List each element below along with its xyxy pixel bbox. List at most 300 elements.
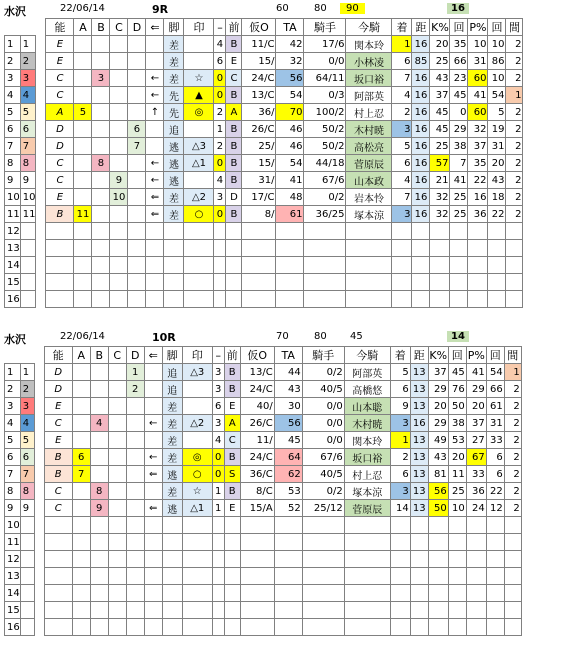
p-percent-cell: 32	[468, 121, 488, 138]
current-jockey-cell	[346, 257, 392, 274]
previous-grade-cell: B	[224, 449, 240, 466]
column-header: 回	[448, 347, 466, 364]
distance-cell	[412, 223, 430, 240]
current-jockey-cell	[344, 602, 390, 619]
minus-col-cell: 4	[212, 432, 224, 449]
k-count-cell	[448, 602, 466, 619]
col-a-cell	[72, 381, 90, 398]
ta-value-cell: 64	[274, 449, 302, 466]
col-c-cell	[110, 87, 128, 104]
finish-cell	[392, 223, 412, 240]
row-index-cell: 10	[5, 189, 21, 206]
prediction-mark-cell: △3	[184, 138, 214, 155]
running-style-cell	[162, 602, 182, 619]
col-c-cell	[110, 138, 128, 155]
col-b-cell	[92, 291, 110, 308]
p-percent-cell: 60	[468, 70, 488, 87]
distance-cell: 16	[412, 121, 430, 138]
arrow-cell: ⇐	[146, 206, 164, 223]
previous-grade-cell	[226, 291, 242, 308]
column-header: K%	[429, 348, 448, 362]
arrow-cell	[144, 381, 162, 398]
finish-cell: 6	[392, 155, 412, 172]
minus-col-cell: 1	[214, 121, 226, 138]
jockey-stat-cell: 36/25	[304, 206, 346, 223]
p-count-cell: 61	[486, 398, 504, 415]
interval-cell: 2	[506, 104, 523, 121]
prediction-mark-cell: △2	[182, 415, 212, 432]
race-date: 22/06/14	[60, 3, 105, 14]
previous-grade-cell: B	[224, 364, 240, 381]
ta-value-cell	[276, 291, 304, 308]
k-count-cell: 41	[450, 172, 468, 189]
minus-col-cell	[212, 534, 224, 551]
distance-cell: 85	[412, 53, 430, 70]
spacer-cell	[36, 53, 46, 70]
p-percent-cell: 36	[468, 206, 488, 223]
ta-value-cell: 45	[274, 432, 302, 449]
distance-cell: 13	[410, 449, 428, 466]
ta-value-cell: 42	[276, 36, 304, 53]
finish-cell: 3	[392, 121, 412, 138]
current-jockey-cell: 菅原辰	[346, 155, 392, 172]
finish-cell: 3	[392, 206, 412, 223]
p-count-cell: 5	[488, 104, 506, 121]
running-style-cell	[164, 223, 184, 240]
previous-grade-cell: B	[226, 206, 242, 223]
race-number: 9R	[152, 3, 169, 16]
table-row	[5, 517, 522, 534]
ta-value-cell	[274, 619, 302, 636]
col-d-cell	[128, 104, 146, 121]
table-row	[5, 104, 523, 121]
row-index-cell: 16	[5, 291, 21, 308]
p-count-cell: 10	[488, 70, 506, 87]
previous-grade-cell: B	[226, 138, 242, 155]
horse-number-cell: 3	[20, 70, 36, 87]
ability-grade-cell: C	[46, 155, 74, 172]
table-row	[5, 500, 522, 517]
arrow-cell: ↑	[146, 104, 164, 121]
distance-cell	[410, 517, 428, 534]
kari-o-cell: 8/C	[240, 483, 274, 500]
column-header: TA	[276, 19, 304, 36]
running-style-cell	[164, 240, 184, 257]
spacer-cell	[36, 70, 46, 87]
col-c-cell: 9	[110, 172, 128, 189]
col-c-cell	[108, 466, 126, 483]
kari-o-cell: 13/C	[240, 364, 274, 381]
jockey-stat-cell: 0/2	[302, 364, 344, 381]
prediction-mark-cell	[184, 53, 214, 70]
col-a-cell	[74, 87, 92, 104]
spacer-cell	[34, 398, 44, 415]
ability-grade-cell	[46, 274, 74, 291]
horse-number-cell	[20, 240, 36, 257]
arrow-cell	[144, 568, 162, 585]
p-count-cell	[486, 619, 504, 636]
col-a-cell: 6	[72, 449, 90, 466]
spacer-cell	[36, 257, 46, 274]
col-a-cell	[74, 53, 92, 70]
k-count-cell: 10	[448, 500, 466, 517]
interval-cell: 1	[506, 87, 523, 104]
race-header	[0, 330, 573, 346]
col-d-cell: 7	[128, 138, 146, 155]
current-jockey-cell: 村上忍	[346, 104, 392, 121]
col-a-cell	[74, 121, 92, 138]
distance-cell	[410, 619, 428, 636]
column-header: 回	[450, 19, 468, 36]
column-header: 距	[410, 347, 428, 364]
col-c-cell	[110, 274, 128, 291]
spacer-cell	[34, 364, 44, 381]
table-row	[5, 364, 522, 381]
minus-col-cell	[214, 291, 226, 308]
kari-o-cell: 17/C	[242, 189, 276, 206]
k-count-cell	[448, 534, 466, 551]
interval-cell: 2	[504, 415, 521, 432]
spacer-cell	[34, 415, 44, 432]
col-b-cell	[92, 121, 110, 138]
finish-cell: 14	[390, 500, 410, 517]
k-count-cell: 11	[448, 466, 466, 483]
k-count-cell: 29	[450, 121, 468, 138]
interval-cell: 2	[504, 398, 521, 415]
spacer-cell	[36, 87, 46, 104]
k-count-cell	[448, 551, 466, 568]
p-count-cell: 31	[486, 415, 504, 432]
arrow-cell	[144, 483, 162, 500]
spacer-cell	[34, 619, 44, 636]
spacer-cell	[34, 517, 44, 534]
current-jockey-cell: 関本玲	[344, 432, 390, 449]
kari-o-cell: 31/	[242, 172, 276, 189]
finish-cell: 3	[390, 415, 410, 432]
distance-cell	[412, 291, 430, 308]
ability-grade-cell: E	[44, 398, 72, 415]
jockey-stat-cell: 50/2	[304, 121, 346, 138]
column-header: 能	[46, 19, 74, 36]
col-c-cell	[110, 155, 128, 172]
arrow-cell: ←	[146, 172, 164, 189]
ta-value-cell: 62	[274, 466, 302, 483]
ta-value-cell: 43	[274, 381, 302, 398]
previous-grade-cell: A	[226, 104, 242, 121]
table-row	[5, 551, 522, 568]
p-count-cell: 22	[486, 483, 504, 500]
running-style-cell: 逃	[164, 138, 184, 155]
running-style-cell	[164, 257, 184, 274]
k-count-cell: 0	[450, 104, 468, 121]
k-percent-cell: 37	[430, 87, 450, 104]
jockey-stat-cell: 67/6	[304, 172, 346, 189]
k-count-cell	[448, 517, 466, 534]
col-a-cell	[74, 189, 92, 206]
minus-col-cell: 1	[212, 483, 224, 500]
p-percent-cell: 36	[466, 483, 486, 500]
p-percent-cell	[468, 240, 488, 257]
header-value-1: 70	[276, 331, 289, 342]
arrow-cell: ←	[146, 155, 164, 172]
column-header: 距	[412, 19, 430, 36]
col-d-cell: 6	[128, 121, 146, 138]
col-b-cell	[92, 172, 110, 189]
col-d-cell	[126, 517, 144, 534]
arrow-cell	[144, 364, 162, 381]
col-b-cell	[92, 104, 110, 121]
row-index-cell: 1	[5, 364, 21, 381]
col-c-cell	[110, 240, 128, 257]
p-percent-cell: 33	[466, 466, 486, 483]
running-style-cell	[162, 585, 182, 602]
current-jockey-cell: 高松亮	[346, 138, 392, 155]
ta-value-cell	[274, 602, 302, 619]
col-a-cell: 5	[74, 104, 92, 121]
running-style-cell	[162, 534, 182, 551]
col-b-cell	[90, 551, 108, 568]
jockey-stat-cell: 0/0	[302, 432, 344, 449]
prediction-mark-cell: ◎	[182, 449, 212, 466]
col-d-cell	[128, 257, 146, 274]
arrow-cell	[146, 36, 164, 53]
p-count-cell	[486, 568, 504, 585]
previous-grade-cell: B	[226, 121, 242, 138]
jockey-stat-cell: 67/6	[302, 449, 344, 466]
table-row	[5, 87, 523, 104]
jockey-stat-cell	[302, 585, 344, 602]
k-percent-cell: 37	[428, 364, 448, 381]
running-style-cell	[162, 619, 182, 636]
row-index-cell: 15	[5, 602, 21, 619]
distance-cell: 16	[412, 172, 430, 189]
table-row	[5, 466, 522, 483]
prediction-mark-cell	[184, 257, 214, 274]
finish-cell: 3	[390, 483, 410, 500]
header-blank	[5, 347, 21, 364]
table-row	[5, 138, 523, 155]
column-header: 印	[184, 19, 214, 36]
minus-col-cell	[214, 223, 226, 240]
distance-cell: 13	[410, 483, 428, 500]
ability-grade-cell: E	[46, 36, 74, 53]
prediction-mark-cell	[184, 36, 214, 53]
distance-cell	[410, 568, 428, 585]
spacer-cell	[34, 585, 44, 602]
interval-cell	[504, 551, 521, 568]
interval-cell	[504, 534, 521, 551]
col-c-cell	[108, 568, 126, 585]
horse-number-cell: 5	[20, 104, 36, 121]
col-d-cell	[126, 398, 144, 415]
ability-grade-cell: C	[46, 172, 74, 189]
ta-value-cell: 30	[274, 398, 302, 415]
p-percent-cell: 24	[466, 500, 486, 517]
current-jockey-cell: 村上忍	[344, 466, 390, 483]
kari-o-cell	[242, 223, 276, 240]
prediction-mark-cell	[182, 398, 212, 415]
k-percent-cell: 56	[428, 483, 448, 500]
k-count-cell: 45	[450, 87, 468, 104]
kari-o-cell	[240, 568, 274, 585]
ta-value-cell: 48	[276, 189, 304, 206]
minus-col-cell	[212, 568, 224, 585]
column-header: 間	[506, 19, 523, 36]
current-jockey-cell	[344, 534, 390, 551]
arrow-cell	[144, 432, 162, 449]
minus-col-cell: 2	[214, 138, 226, 155]
k-count-cell	[450, 291, 468, 308]
previous-grade-cell	[226, 240, 242, 257]
p-percent-cell: 29	[466, 381, 486, 398]
ta-value-cell: 41	[276, 172, 304, 189]
table-row	[5, 223, 523, 240]
jockey-stat-cell: 100/2	[304, 104, 346, 121]
current-jockey-cell: 山本政	[346, 172, 392, 189]
row-index-cell: 11	[5, 206, 21, 223]
prediction-mark-cell	[184, 121, 214, 138]
horse-number-cell: 7	[20, 466, 34, 483]
finish-cell: 5	[392, 138, 412, 155]
arrow-cell: ⇐	[146, 189, 164, 206]
p-percent-cell: 37	[468, 138, 488, 155]
table-row	[5, 381, 522, 398]
row-index-cell: 4	[5, 415, 21, 432]
horse-number-cell: 2	[20, 381, 34, 398]
col-b-cell	[92, 257, 110, 274]
header-value-2: 80	[314, 3, 327, 14]
table-row	[5, 483, 522, 500]
col-b-cell	[90, 517, 108, 534]
kari-o-cell: 25/	[242, 138, 276, 155]
k-count-cell: 50	[448, 398, 466, 415]
col-c-cell	[108, 364, 126, 381]
interval-cell	[504, 602, 521, 619]
kari-o-cell: 40/	[240, 398, 274, 415]
col-b-cell	[92, 240, 110, 257]
previous-grade-cell	[224, 619, 240, 636]
p-count-cell	[488, 291, 506, 308]
minus-col-cell	[212, 551, 224, 568]
column-header: –	[214, 19, 226, 36]
finish-cell	[392, 291, 412, 308]
p-count-cell	[488, 223, 506, 240]
kari-o-cell	[240, 517, 274, 534]
current-jockey-cell	[346, 274, 392, 291]
k-percent-cell: 32	[430, 206, 450, 223]
row-index-cell: 7	[5, 466, 21, 483]
previous-grade-cell: B	[226, 172, 242, 189]
jockey-stat-cell: 25/12	[302, 500, 344, 517]
header-value-2: 80	[314, 331, 327, 342]
k-percent-cell: 32	[430, 189, 450, 206]
k-percent-cell	[428, 585, 448, 602]
interval-cell	[506, 240, 523, 257]
horse-number-cell	[20, 274, 36, 291]
horse-number-cell	[20, 551, 34, 568]
current-jockey-cell	[344, 517, 390, 534]
interval-cell: 2	[506, 172, 523, 189]
p-count-cell: 18	[488, 189, 506, 206]
col-a-cell	[72, 517, 90, 534]
row-index-cell: 14	[5, 257, 21, 274]
row-index-cell: 15	[5, 274, 21, 291]
p-count-cell	[488, 240, 506, 257]
ta-value-cell	[276, 240, 304, 257]
kari-o-cell: 26/C	[240, 415, 274, 432]
venue-label: 水沢	[4, 5, 26, 18]
ta-value-cell	[274, 568, 302, 585]
race-date: 22/06/14	[60, 331, 105, 342]
jockey-stat-cell: 50/2	[304, 138, 346, 155]
prediction-mark-cell	[182, 534, 212, 551]
col-a-cell	[72, 364, 90, 381]
previous-grade-cell	[226, 274, 242, 291]
distance-cell: 16	[410, 415, 428, 432]
column-header: 着	[392, 19, 412, 36]
finish-cell: 7	[392, 189, 412, 206]
prediction-mark-cell	[182, 619, 212, 636]
kari-o-cell	[240, 551, 274, 568]
k-percent-cell	[428, 568, 448, 585]
k-percent-cell	[428, 602, 448, 619]
finish-cell: 6	[392, 53, 412, 70]
row-index-cell: 11	[5, 534, 21, 551]
column-header: 回	[486, 347, 504, 364]
table-row	[5, 172, 523, 189]
kari-o-cell: 15/	[242, 155, 276, 172]
col-d-cell	[126, 415, 144, 432]
k-count-cell: 25	[448, 483, 466, 500]
jockey-stat-cell: 0/3	[304, 87, 346, 104]
ta-value-cell: 32	[276, 53, 304, 70]
k-percent-cell: 43	[428, 449, 448, 466]
finish-cell: 9	[390, 398, 410, 415]
col-a-cell	[74, 70, 92, 87]
col-d-cell	[126, 619, 144, 636]
k-count-cell: 38	[448, 415, 466, 432]
ability-grade-cell: C	[46, 70, 74, 87]
minus-col-cell	[212, 619, 224, 636]
col-d-cell	[126, 585, 144, 602]
k-percent-cell: 81	[428, 466, 448, 483]
kari-o-cell: 13/C	[242, 87, 276, 104]
col-d-cell	[126, 466, 144, 483]
col-c-cell	[108, 534, 126, 551]
spacer-cell	[36, 223, 46, 240]
previous-grade-cell: D	[226, 189, 242, 206]
minus-col-cell: 1	[212, 500, 224, 517]
k-count-cell	[450, 223, 468, 240]
kari-o-cell	[242, 240, 276, 257]
previous-grade-cell	[224, 534, 240, 551]
col-a-cell	[74, 138, 92, 155]
distance-cell	[410, 602, 428, 619]
col-b-cell	[90, 619, 108, 636]
finish-cell	[392, 274, 412, 291]
k-count-cell	[448, 585, 466, 602]
interval-cell: 2	[506, 53, 523, 70]
col-b-cell	[90, 602, 108, 619]
current-jockey-cell: 坂口裕	[346, 70, 392, 87]
ta-value-cell	[274, 534, 302, 551]
col-a-cell	[72, 500, 90, 517]
horse-number-cell	[20, 619, 34, 636]
kari-o-cell: 15/A	[240, 500, 274, 517]
col-a-cell	[72, 415, 90, 432]
current-jockey-cell	[346, 291, 392, 308]
p-count-cell: 33	[486, 432, 504, 449]
